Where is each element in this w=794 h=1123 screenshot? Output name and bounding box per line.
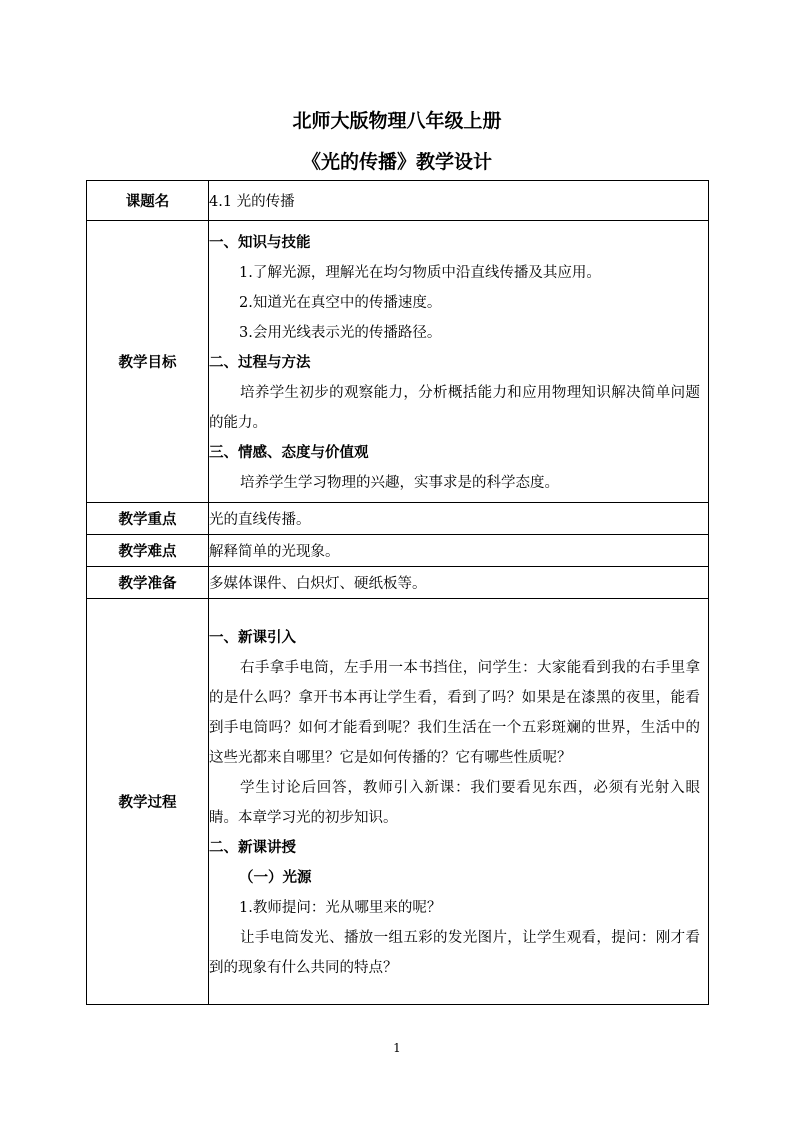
label-topic: 课题名 — [87, 181, 209, 221]
goals-knowledge-item: 2.知道光在真空中的传播速度。 — [239, 294, 442, 311]
label-goals: 教学目标 — [87, 221, 209, 503]
process-heading-new-lesson: 二、新课讲授 — [209, 839, 296, 856]
doc-title-line2: 《光的传播》教学设计 — [301, 151, 492, 173]
value-process — [209, 599, 709, 1005]
goals-attitude-text: 培养学生学习物理的兴趣，实事求是的科学态度。 — [240, 474, 559, 491]
goals-knowledge-item: 1.了解光源，理解光在均匀物质中沿直线传播及其应用。 — [239, 264, 601, 281]
label-preparation: 教学准备 — [87, 567, 209, 599]
label-process: 教学过程 — [87, 599, 209, 1005]
label-difficulty: 教学难点 — [87, 535, 209, 567]
process-subheading-light-source: （一）光源 — [239, 869, 312, 886]
value-topic: 4.1 光的传播 — [209, 181, 709, 221]
table-row-key-point — [87, 503, 709, 535]
process-activity-text: 让手电筒发光、播放一组五彩的发光图片，让学生观看，提问：刚才看到的现象有什么共同的特点？ — [209, 929, 700, 976]
table-row-topic — [87, 181, 709, 221]
process-heading-intro: 一、新课引入 — [209, 629, 296, 646]
process-intro-text-2: 学生讨论后回答，教师引入新课：我们要看见东西，必须有光射入眼睛。本章学习光的初步知识。 — [209, 779, 700, 826]
process-question: 1.教师提问：光从哪里来的呢？ — [239, 899, 442, 916]
doc-title-line1: 北师大版物理八年级上册 — [292, 110, 502, 132]
goals-heading-knowledge: 一、知识与技能 — [209, 234, 311, 251]
lesson-plan-table — [86, 180, 709, 1005]
goals-heading-attitude: 三、情感、态度与价值观 — [209, 444, 369, 461]
table-row-difficulty — [87, 535, 709, 567]
process-intro-text: 右手拿手电筒，左手用一本书挡住，问学生：大家能看到我的右手里拿的是什么吗？拿开书本再让学生看，看到了吗？如果是在漆黑的夜里，能看到手电筒吗？如何才能看到呢？我们生活在一个五彩斑斓的世界，生活中的这些光都来自哪里？它是如何传播的？它有哪些性质呢？ — [209, 659, 700, 766]
value-difficulty: 解释简单的光现象。 — [209, 535, 709, 567]
goals-process-text: 培养学生初步的观察能力，分析概括能力和应用物理知识解决简单问题的能力。 — [209, 384, 700, 431]
value-key-point: 光的直线传播。 — [209, 503, 709, 535]
goals-knowledge-item: 3.会用光线表示光的传播路径。 — [239, 324, 442, 341]
value-preparation: 多媒体课件、白炽灯、硬纸板等。 — [209, 567, 709, 599]
label-key-point: 教学重点 — [87, 503, 209, 535]
table-row-process — [87, 599, 709, 1005]
goals-heading-process: 二、过程与方法 — [209, 354, 311, 371]
value-goals — [209, 221, 709, 503]
page-number: 1 — [393, 1041, 401, 1055]
table-row-preparation — [87, 567, 709, 599]
table-row-goals — [87, 221, 709, 503]
